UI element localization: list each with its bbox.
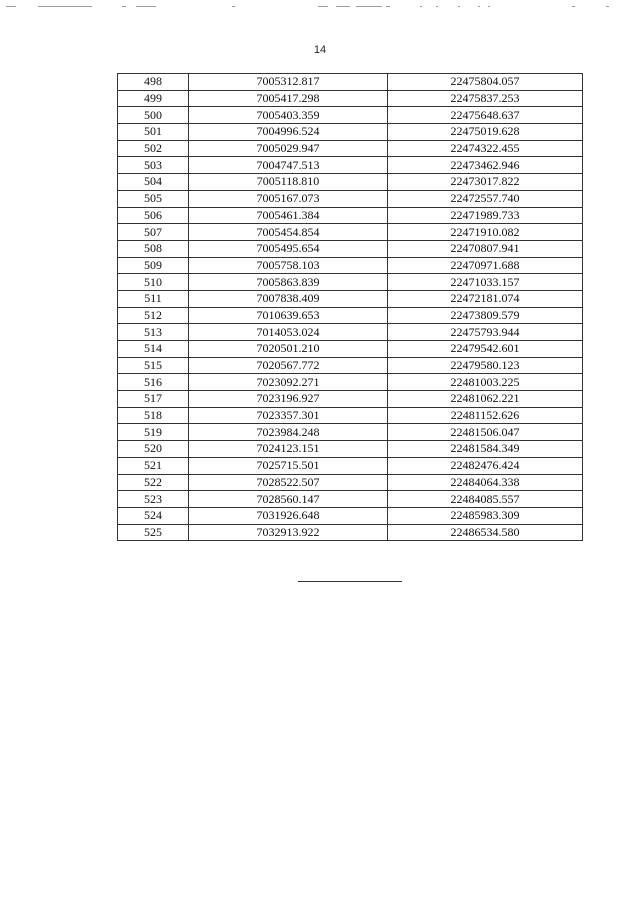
x-coordinate-cell: 7028522.507 [189,474,388,491]
x-coordinate-cell: 7005454.854 [189,224,388,241]
y-coordinate-cell: 22482476.424 [388,457,583,474]
x-coordinate-cell: 7028560.147 [189,491,388,508]
point-number-cell: 508 [118,240,189,257]
x-coordinate-cell: 7032913.922 [189,524,388,541]
x-coordinate-cell: 7023357.301 [189,407,388,424]
x-coordinate-cell: 7025715.501 [189,457,388,474]
y-coordinate-cell: 22470807.941 [388,240,583,257]
x-coordinate-cell: 7023196.927 [189,391,388,408]
y-coordinate-cell: 22475804.057 [388,74,583,91]
point-number-cell: 500 [118,107,189,124]
point-number-cell: 523 [118,491,189,508]
y-coordinate-cell: 22479580.123 [388,357,583,374]
table-row [118,257,583,274]
x-coordinate-cell: 7005118.810 [189,174,388,191]
y-coordinate-cell: 22484085.557 [388,491,583,508]
table-row [118,190,583,207]
x-coordinate-cell: 7031926.648 [189,507,388,524]
table-row [118,391,583,408]
table-row [118,324,583,341]
point-number-cell: 502 [118,140,189,157]
table-row [118,74,583,91]
x-coordinate-cell: 7005029.947 [189,140,388,157]
table-row [118,107,583,124]
x-coordinate-cell: 7023092.271 [189,374,388,391]
x-coordinate-cell: 7024123.151 [189,441,388,458]
point-number-cell: 524 [118,507,189,524]
page-number: 14 [313,44,327,56]
coordinates-table-body [118,74,583,541]
table-row [118,374,583,391]
y-coordinate-cell: 22475648.637 [388,107,583,124]
point-number-cell: 510 [118,274,189,291]
x-coordinate-cell: 7020501.210 [189,341,388,358]
table-row [118,457,583,474]
table-row [118,207,583,224]
y-coordinate-cell: 22471033.157 [388,274,583,291]
y-coordinate-cell: 22481152.626 [388,407,583,424]
point-number-cell: 512 [118,307,189,324]
table-row [118,290,583,307]
table-row [118,224,583,241]
point-number-cell: 515 [118,357,189,374]
x-coordinate-cell: 7005758.103 [189,257,388,274]
x-coordinate-cell: 7004747.513 [189,157,388,174]
x-coordinate-cell: 7005417.298 [189,90,388,107]
table-row [118,357,583,374]
table-row [118,441,583,458]
x-coordinate-cell: 7005495.654 [189,240,388,257]
x-coordinate-cell: 7005167.073 [189,190,388,207]
table-row [118,341,583,358]
table-row [118,524,583,541]
point-number-cell: 511 [118,290,189,307]
y-coordinate-cell: 22473017.822 [388,174,583,191]
table-row [118,407,583,424]
y-coordinate-cell: 22474322.455 [388,140,583,157]
point-number-cell: 513 [118,324,189,341]
point-number-cell: 516 [118,374,189,391]
point-number-cell: 517 [118,391,189,408]
y-coordinate-cell: 22471910.082 [388,224,583,241]
y-coordinate-cell: 22473462.946 [388,157,583,174]
table-row [118,474,583,491]
y-coordinate-cell: 22486534.580 [388,524,583,541]
x-coordinate-cell: 7007838.409 [189,290,388,307]
point-number-cell: 525 [118,524,189,541]
x-coordinate-cell: 7010639.653 [189,307,388,324]
table-row [118,424,583,441]
coordinates-table [117,73,583,541]
x-coordinate-cell: 7005461.384 [189,207,388,224]
table-row [118,140,583,157]
point-number-cell: 499 [118,90,189,107]
x-coordinate-cell: 7020567.772 [189,357,388,374]
y-coordinate-cell: 22473809.579 [388,307,583,324]
table-row [118,124,583,141]
x-coordinate-cell: 7004996.524 [189,124,388,141]
point-number-cell: 504 [118,174,189,191]
point-number-cell: 514 [118,341,189,358]
y-coordinate-cell: 22481003.225 [388,374,583,391]
point-number-cell: 507 [118,224,189,241]
x-coordinate-cell: 7014053.024 [189,324,388,341]
y-coordinate-cell: 22481584.349 [388,441,583,458]
end-of-table-rule [298,581,402,582]
y-coordinate-cell: 22485983.309 [388,507,583,524]
scan-artifact-header [0,0,640,14]
point-number-cell: 506 [118,207,189,224]
x-coordinate-cell: 7005403.359 [189,107,388,124]
table-row [118,240,583,257]
point-number-cell: 503 [118,157,189,174]
y-coordinate-cell: 22470971.688 [388,257,583,274]
point-number-cell: 518 [118,407,189,424]
y-coordinate-cell: 22472181.074 [388,290,583,307]
table-row [118,174,583,191]
table-row [118,90,583,107]
y-coordinate-cell: 22472557.740 [388,190,583,207]
point-number-cell: 520 [118,441,189,458]
table-row [118,157,583,174]
y-coordinate-cell: 22484064.338 [388,474,583,491]
y-coordinate-cell: 22475793.944 [388,324,583,341]
point-number-cell: 509 [118,257,189,274]
y-coordinate-cell: 22471989.733 [388,207,583,224]
x-coordinate-cell: 7005312.817 [189,74,388,91]
table-row [118,274,583,291]
y-coordinate-cell: 22479542.601 [388,341,583,358]
table-row [118,507,583,524]
table-row [118,491,583,508]
y-coordinate-cell: 22475837.253 [388,90,583,107]
y-coordinate-cell: 22481506.047 [388,424,583,441]
point-number-cell: 522 [118,474,189,491]
point-number-cell: 498 [118,74,189,91]
y-coordinate-cell: 22481062.221 [388,391,583,408]
x-coordinate-cell: 7023984.248 [189,424,388,441]
point-number-cell: 505 [118,190,189,207]
y-coordinate-cell: 22475019.628 [388,124,583,141]
table-row [118,307,583,324]
point-number-cell: 519 [118,424,189,441]
point-number-cell: 521 [118,457,189,474]
x-coordinate-cell: 7005863.839 [189,274,388,291]
point-number-cell: 501 [118,124,189,141]
